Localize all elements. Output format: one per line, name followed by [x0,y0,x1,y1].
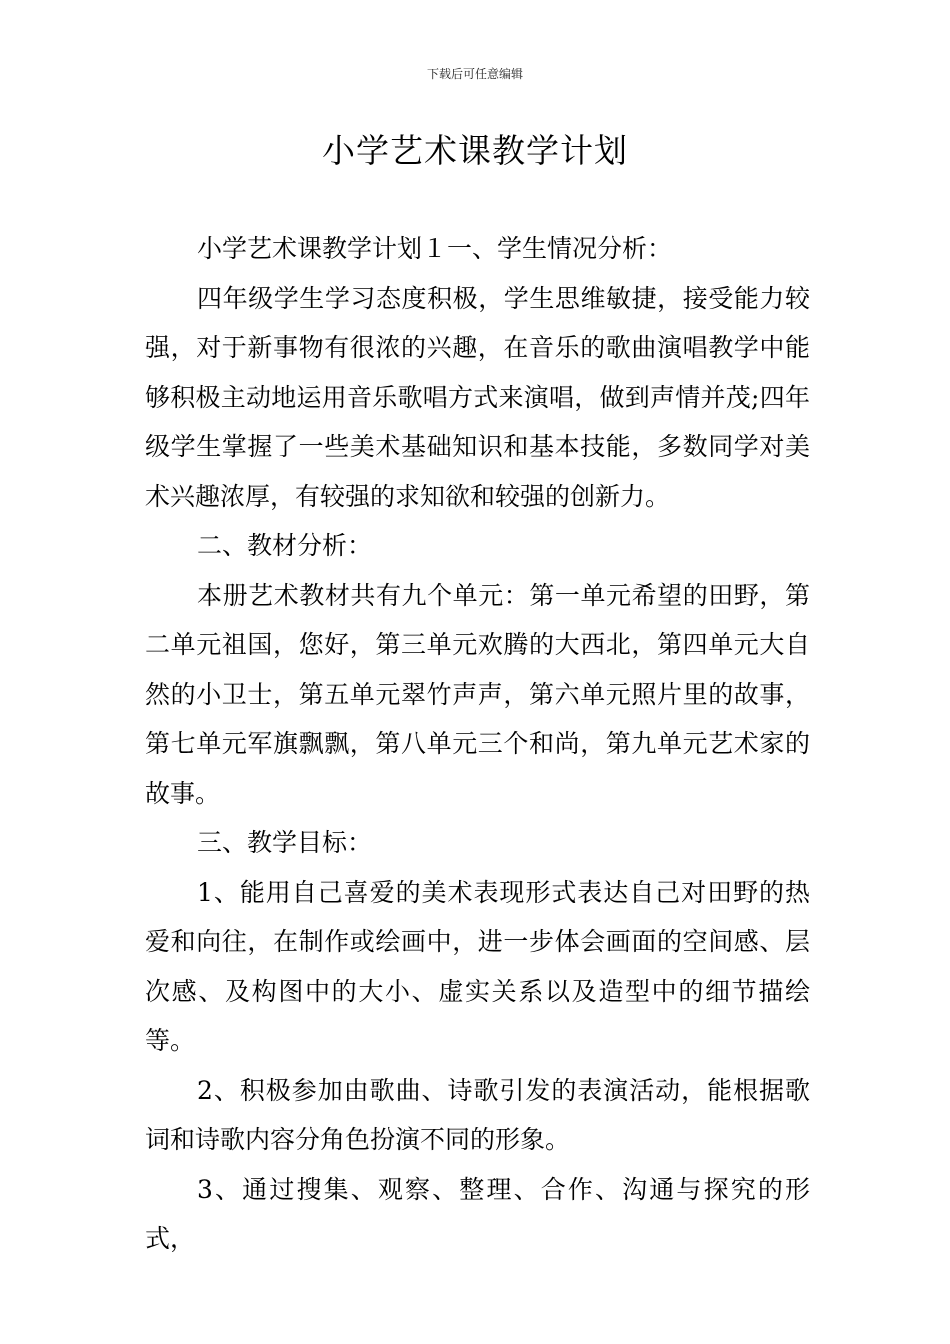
section-heading: 二、教材分析： [197,531,373,560]
document-title: 小学艺术课教学计划 [322,131,628,170]
list-item: 3、通过搜集、观察、整理、合作、沟通与探究的形式， [145,1174,810,1253]
list-item: 1、能用自己喜爱的美术表现形式表达自己对田野的热爱和向往，在制作或绘画中，进一步体会画面的空间感、层次感、及构图中的大小、虚实关系以及造型中的细节描绘等。 [145,877,810,1055]
paragraph: 四年级学生学习态度积极，学生思维敏捷，接受能力较强，对于新事物有很浓的兴趣，在音乐的歌曲演唱教学中能够积极主动地运用音乐歌唱方式来演唱，做到声情并茂;四年级学生掌握了一些美术基础知识和基本技能，多数同学对美术兴趣浓厚，有较强的求知欲和较强的创新力。 [145,283,810,511]
list-item: 2、积极参加由歌曲、诗歌引发的表演活动，能根据歌词和诗歌内容分角色扮演不同的形象。 [145,1075,810,1154]
paragraph: 小学艺术课教学计划１一、学生情况分析： [197,234,673,263]
document-body [145,224,810,1264]
section-heading: 三、教学目标： [197,828,373,857]
header-note: 下载后可任意编辑 [426,67,523,81]
paragraph: 本册艺术教材共有九个单元：第一单元希望的田野，第二单元祖国，您好，第三单元欢腾的大西北，第四单元大自然的小卫士，第五单元翠竹声声，第六单元照片里的故事，第七单元军旗飘飘，第八单元三个和尚，第九单元艺术家的故事。 [145,580,810,808]
